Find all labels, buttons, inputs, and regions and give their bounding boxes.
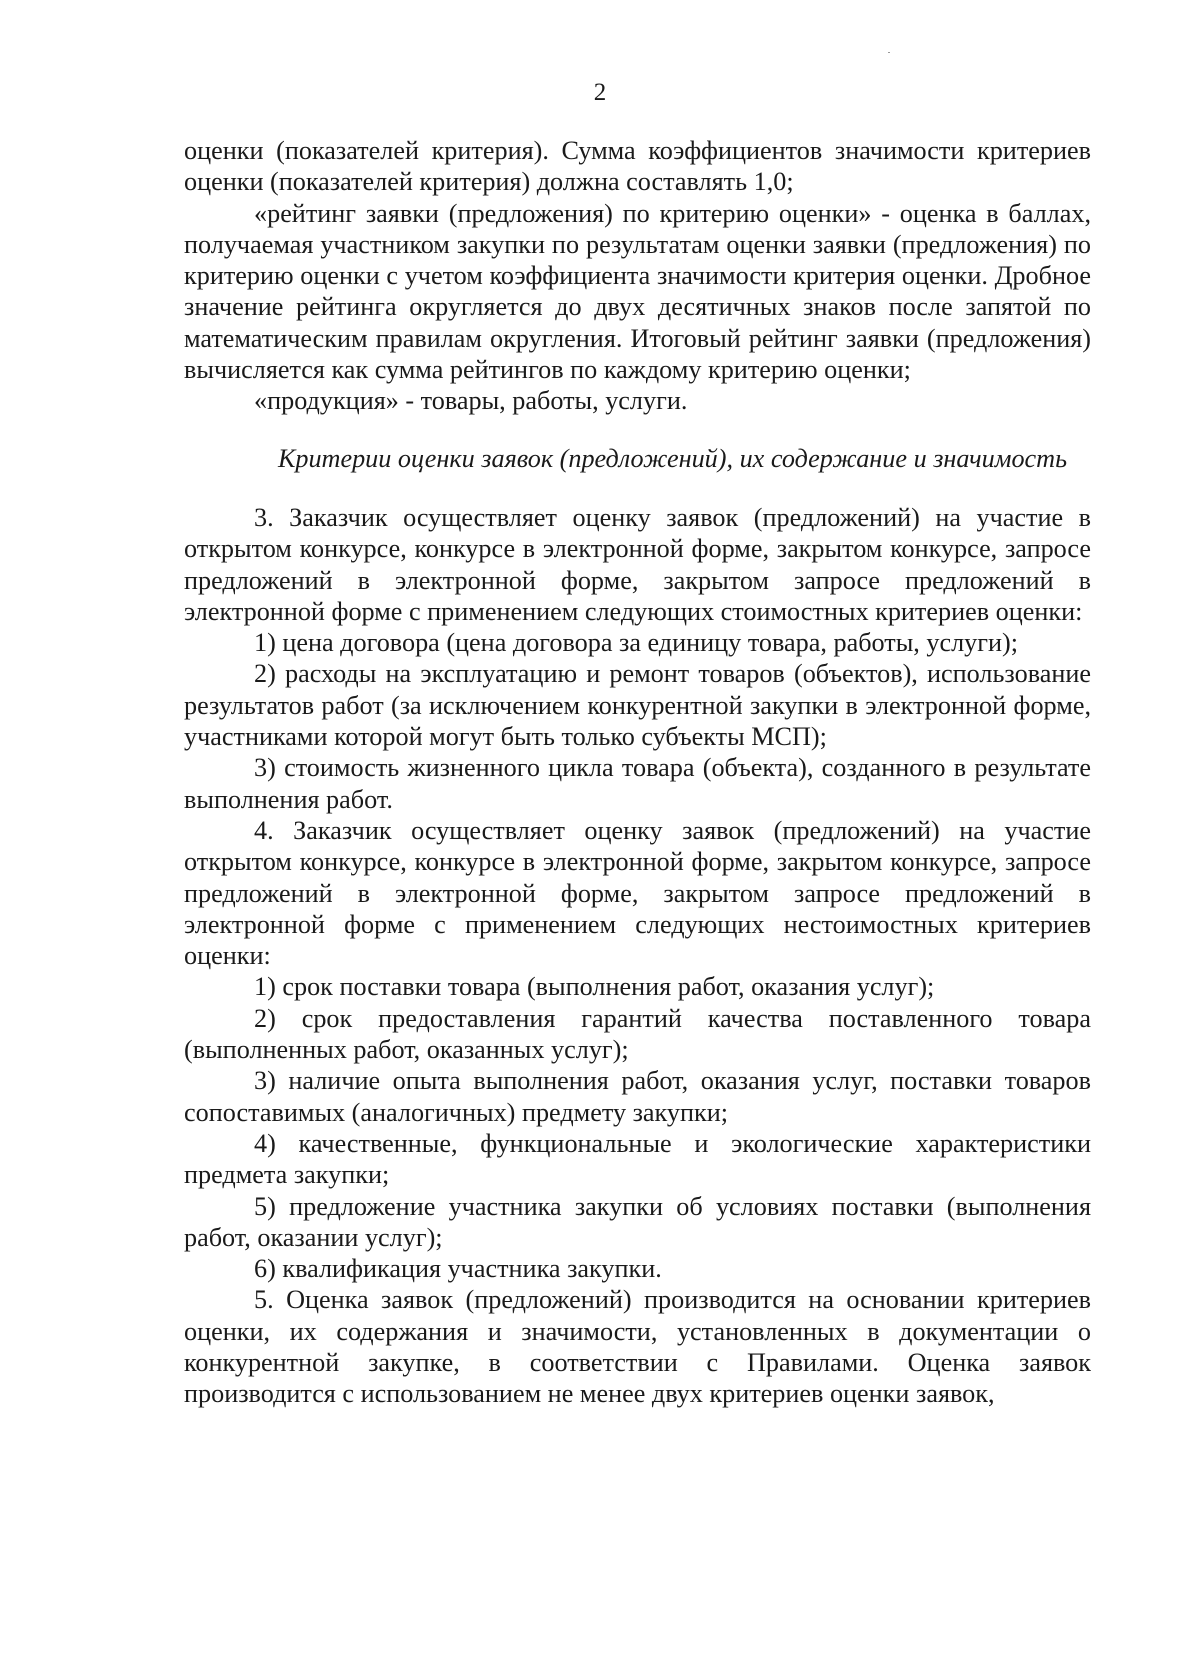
paragraph: 3. Заказчик осуществляет оценку заявок (предложений) на участие в открытом конкурсе, конкурсе в электронной форме, закрытом конкурсе, запросе предложений в электронной форме, закрытом запросе предложений в электронной форме с применением следующих стоимостных критериев оценки:	[184, 502, 1091, 626]
paragraph: оценки (показателей критерия). Сумма коэффициентов значимости критериев оценки (показателей критерия) должна составлять 1,0;	[184, 136, 1091, 197]
list-item: 5) предложение участника закупки об условиях поставки (выполнения работ, оказании услуг);	[184, 1191, 1091, 1252]
section-heading: Критерии оценки заявок (предложений), их содержание и значимость	[277, 443, 1068, 473]
document-body	[184, 135, 1091, 1410]
paragraph: «продукция» - товары, работы, услуги.	[254, 386, 688, 416]
page-number: 2	[593, 79, 607, 106]
scan-artifact	[888, 52, 890, 53]
paragraphs-before-heading	[184, 135, 1091, 417]
paragraph: 4. Заказчик осуществляет оценку заявок (предложений) на участие открытом конкурсе, конкурсе в электронной форме, закрытом конкурсе, запросе предложений в электронной форме, закрытом запросе предложений в электронной форме с применением следующих нестоимостных критериев оценки:	[184, 815, 1091, 971]
list-item: 6) квалификация участника закупки.	[254, 1254, 662, 1284]
list-item: 2) срок предоставления гарантий качества поставленного товара (выполненных работ, оказанных услуг);	[184, 1003, 1091, 1065]
list-item: 1) срок поставки товара (выполнения работ, оказания услуг);	[254, 972, 935, 1002]
paragraph: «рейтинг заявки (предложения) по критерию оценки» - оценка в баллах, получаемая участником закупки по результатам оценки заявки (предложения) по критерию оценки с учетом коэффициента значимости критерия оценки. Дробное значение рейтинга округляется до двух десятичных знаков после запятой по математическим правилам округления. Итоговый рейтинг заявки (предложения) вычисляется как сумма рейтингов по каждому критерию оценки;	[184, 198, 1091, 385]
list-item: 4) качественные, функциональные и экологические характеристики предмета закупки;	[184, 1128, 1091, 1190]
paragraph: 5. Оценка заявок (предложений) производится на основании критериев оценки, их содержания и значимости, установленных в документации о конкурентной закупке, в соответствии с Правилами. Оценка заявок производится с использованием не менее двух критериев оценки заявок,	[184, 1285, 1091, 1409]
list-item: 2) расходы на эксплуатацию и ремонт товаров (объектов), использование результатов работ (за исключением конкурентной закупки в электронной форме, участниками которой могут быть только субъекты МСП);	[184, 659, 1091, 752]
list-item: 1) цена договора (цена договора за единицу товара, работы, услуги);	[254, 628, 1019, 658]
list-item: 3) стоимость жизненного цикла товара (объекта), созданного в результате выполнения работ.	[184, 753, 1091, 814]
list-item: 3) наличие опыта выполнения работ, оказания услуг, поставки товаров сопоставимых (аналогичных) предмету закупки;	[184, 1066, 1091, 1127]
paragraphs-after-heading	[184, 502, 1091, 1410]
